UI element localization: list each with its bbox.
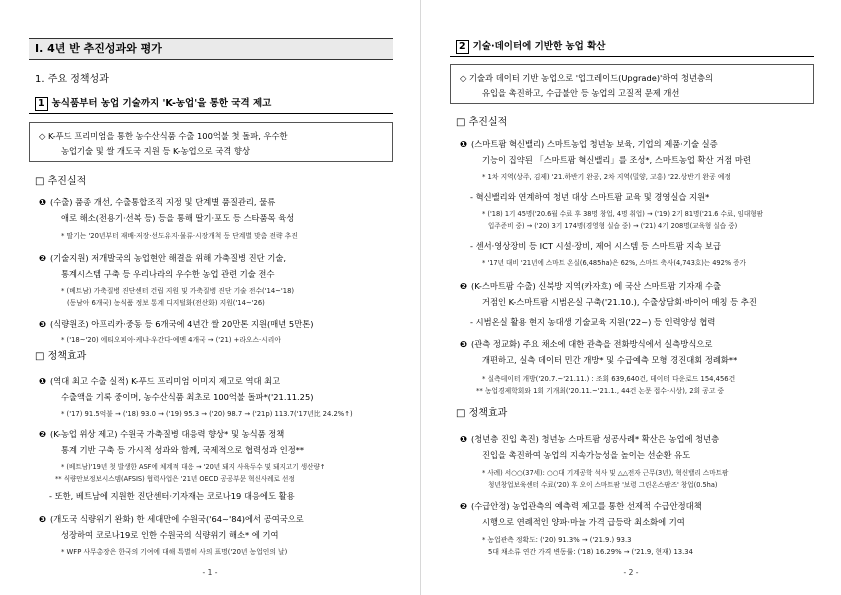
summary-line-2: 농업기술 및 쌀 개도국 지원 등 K-농업으로 국격 향상 [61,146,250,156]
a1-note: * 딸기는 '20년부터 재배·저장·선도유지·물류·시장개척 등 단계별 맞춤 전략 추진 [61,232,298,240]
e1-line-2: 수출액을 기록 중이며, 농수산식품 최초로 100억불 돌파*('21.11.25) [61,392,314,402]
topic-underline [29,113,393,114]
summary2-line-2: 유입을 촉진하고, 수급불안 등 농업의 고질적 문제 개선 [482,88,680,98]
policy-heading: 1. 주요 정책성과 [35,74,109,85]
summary2-line-1: ◇ 기술과 데이터 기반 농업으로 '업그레이드(Upgrade)'하여 청년층의 [460,73,714,83]
section-header-bar [29,38,393,60]
p2-a1-line-2: 기능이 집약된 「스마트팜 혁신밸리」를 조성*, 스마트농업 확산 거점 마련 [482,155,751,165]
page-number-1: - 1 - [202,568,218,577]
e1-note: * ('17) 91.5억불 → ('18) 93.0 → ('19) 95.3 → ('20) 98.7 → ('21p) 113.7('17년比 24.2%↑) [61,410,353,418]
summary-line-1: ◇ K-푸드 프리미엄을 통한 농수산식품 수출 100억불 첫 돌파, 우수한 [39,131,288,141]
achievements-label: □ 추진실적 [35,176,87,187]
p2-a2-dash: - 시범온실 활용 현지 농대생 기술교육 지원('22~) 등 인력양성 협력 [470,317,716,327]
page-number-2: - 2 - [623,568,639,577]
e2-note-1: * (베트남)'19년 첫 발생한 ASF에 체계적 대응 → '20년 돼지 사육두수 및 돼지고기 생산량↑ [61,463,326,471]
topic-1-title-text: 농식품부터 농업 기술까지 'K-농업'을 통한 국격 제고 [51,98,272,109]
p2-a1-note: * 1차 지역(상주, 김제) '21.하반기 완공, 2차 지역(밀양, 고흥) '22.상반기 완공 예정 [482,173,731,181]
page-1 [0,0,420,595]
e2-line-2: 통계 기반 구축 등 가시적 성과와 함께, 국제적으로 협력성과 인정** [61,445,305,455]
a3-line-1: ❸ (식량원조) 아프리카·중동 등 6개국에 4년간 쌀 20만톤 지원(매년 5만톤) [39,319,314,329]
a2-line-1: ❷ (기술지원) 저개발국의 농업현안 해결을 위해 가축질병 진단 기술, [39,253,286,263]
p2-e2-line-2: 시행으로 연례적인 양파·마늘 가격 급등락 최소화에 기여 [482,517,685,527]
a2-note-2: (동남아 6개국) 농식품 정보 통계 디지털화(전산화) 지원('14~'26) [67,299,265,307]
a2-line-2: 통계시스템 구축 등 우리나라의 우수한 농업 관련 기술 전수 [61,269,275,279]
p2-e1-note-2: 청년창업보육센터 수료('20) 후 오이 스마트팜 '보령 그린온스팜즈' 창업(0.5ha) [488,481,718,489]
p2-a3-note-1: * 실측데이터 개방('20.7.~'21.11.) : 조회 639,640건, 데이터 다운로드 154,456건 [482,375,736,383]
p2-a1-dash2-note: * '17년 대비 '21년에 스마트 온실(6,485ha)은 62%, 스마트 축사(4,743호)는 492% 증가 [482,259,746,267]
p2-a1-dash-note-2: 입주준비 중) → ('20) 3기 174명(경영형 실습 중) → ('21) 4기 208명(교육형 실습 중) [488,222,738,230]
topic-2-number: 2 [456,40,469,54]
p2-a3-note-2: ** 농업경제학회와 1회 기개최('20.11.~'21.1., 44건 논문 접수·시상), 2회 공고 중 [476,387,725,395]
topic-1-title [35,97,271,111]
p2-a2-line-1: ❷ (K-스마트팜 수출) 신북방 지역(카자흐) 에 국산 스마트팜 기자재 수출 [460,281,722,291]
p2-e1-line-1: ❶ (청년층 진입 촉진) 청년농 스마트팜 성공사례* 확산은 농업에 청년층 [460,434,720,444]
p2-e2-note-2: 5대 채소류 연간 가격 변동률: ('18) 16.29% → ('21.9, 현재) 13.34 [488,548,693,556]
topic-1-number: 1 [35,97,48,111]
topic-2-title-text: 기술·데이터에 기반한 농업 확산 [472,41,606,52]
page-2 [421,0,841,595]
p2-e1-line-2: 진입을 촉진하여 농업의 지속가능성을 높이는 선순환 유도 [482,450,691,460]
e3-note: * WFP 사무총장은 한국의 기여에 대해 특별히 사의 표명('20년 농업인의 날) [61,548,288,556]
p2-a1-dash2: - 센서·영상장비 등 ICT 시설·장비, 제어 시스템 등 스마트팜 지속 보급 [470,241,721,251]
section-title: Ⅰ. 4년 반 추진성과와 평가 [35,42,162,55]
a3-note: * ('18~'20) 에티오피아·케냐·우간다·예멘 4개국 → ('21) +라오스·시리아 [61,336,281,344]
p2-a1-line-1: ❶ (스마트팜 혁신밸리) 스마트농업 청년농 보육, 기업의 제품·기술 실증 [460,139,718,149]
topic-2-underline [450,56,814,57]
achievements-label-2: □ 추진실적 [456,117,508,128]
p2-e2-line-1: ❷ (수급안정) 농업관측의 예측력 제고를 통한 선제적 수급안정대책 [460,501,702,511]
effects-label: □ 정책효과 [35,351,87,362]
p2-a2-line-2: 거점인 K-스마트팜 시범온실 구축('21.10.), 수출상담회·바이어 매칭 등 추진 [482,297,757,307]
e2-dash: - 또한, 베트남에 지원한 진단센터·기자재는 코로나19 대응에도 활용 [49,491,295,501]
e2-line-1: ❷ (K-농업 위상 제고) 수원국 가축질병 대응력 향상* 및 농식품 정책 [39,429,285,439]
p2-a3-line-2: 개편하고, 실측 데이터 민간 개방* 및 수급예측 모형 경진대회 정례화** [482,355,738,365]
a1-line-1: ❶ (수출) 품종 개선, 수출통합조직 지정 및 단계별 품질관리, 물류 [39,197,276,207]
a2-note-1: * (베트남) 가축질병 진단센터 건립 지원 및 가축질병 진단 기술 전수('14~'18) [61,287,295,295]
e3-line-1: ❸ (개도국 식량위기 완화) 한 세대만에 수원국('64~'84)에서 공여국으로 [39,514,304,524]
p2-e1-note-1: * 사례) 서○○(37세): ○○대 기계공학 석사 및 △△전자 근무(3년), 혁신밸리 스마트팜 [482,469,729,477]
p2-a3-line-1: ❸ (관측 정교화) 주요 채소에 대한 관측을 전화방식에서 실측방식으로 [460,339,713,349]
p2-a1-dash-note-1: * ('18) 1기 45명('20.6월 수료 후 38명 창업, 4명 취업) → ('19) 2기 81명('21.6 수료, 임대형팜 [482,210,764,218]
p2-e2-note-1: * 농업관측 정확도: ('20) 91.3% → ('21.9.) 93.3 [482,536,632,544]
effects-label-2: □ 정책효과 [456,408,508,419]
p2-a1-dash: - 혁신밸리와 연계하여 청년 대상 스마트팜 교육 및 경영실습 지원* [470,192,710,202]
e3-line-2: 성장하여 코로나19로 인한 수원국의 식량위기 해소* 에 기여 [61,530,279,540]
a1-line-2: 애로 해소(전용기·선복 등) 등을 통해 딸기·포도 등 스타품목 육성 [61,213,295,223]
e2-note-2: ** 식량안보정보시스템(AFSIS) 협력사업은 '21년 OECD 공공부문 혁신사례로 선정 [55,475,295,483]
e1-line-1: ❶ (역대 최고 수출 실적) K-푸드 프리미엄 이미지 제고로 역대 최고 [39,376,281,386]
topic-2-title [456,40,605,54]
